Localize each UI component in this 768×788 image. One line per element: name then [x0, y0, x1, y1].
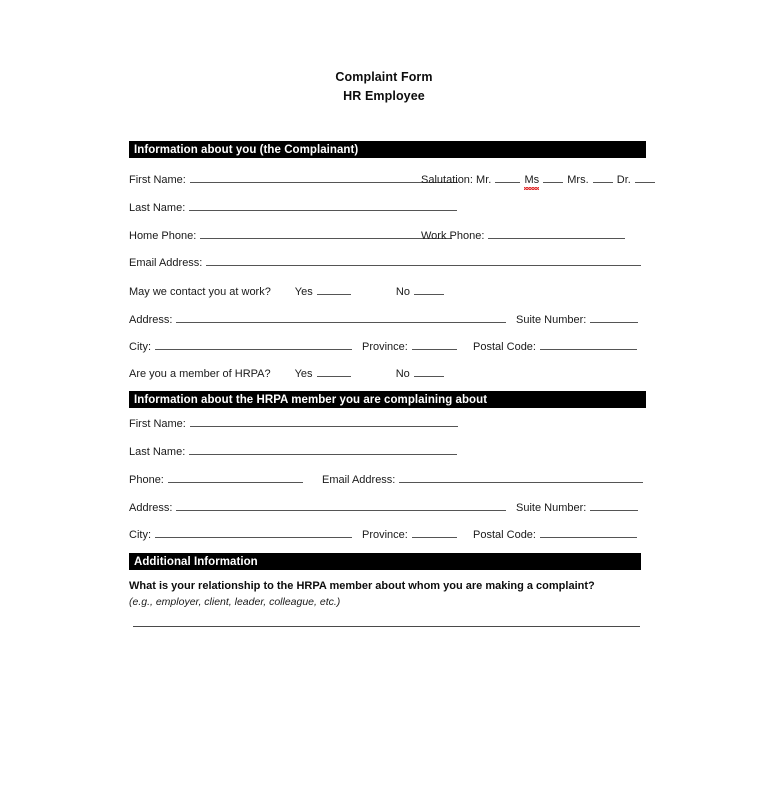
field-row-member-phone: [129, 473, 304, 488]
field-row-postal-code: [473, 340, 638, 355]
salutation-ms-rule[interactable]: [543, 173, 563, 183]
section-header-complainant: [129, 141, 646, 158]
title-line-primary: Complaint Form: [335, 70, 433, 84]
member-province-input-rule[interactable]: [412, 528, 457, 538]
first-name-label: First Name:: [129, 174, 186, 186]
last-name-label: Last Name:: [129, 202, 186, 214]
member-postal-code-label: Postal Code:: [473, 529, 536, 541]
member-first-name-label: First Name:: [129, 418, 186, 430]
section-header-hrpa-member-label: Information about the HRPA member you are complaining about: [134, 393, 488, 406]
salutation-mrs-rule[interactable]: [593, 173, 613, 183]
field-row-address: [129, 313, 507, 328]
postal-code-label: Postal Code:: [473, 341, 536, 353]
province-input-rule[interactable]: [412, 340, 457, 350]
member-province-label: Province:: [362, 529, 408, 541]
field-row-contact-at-work: [129, 285, 445, 300]
email-address-label: Email Address:: [129, 257, 203, 269]
salutation-group: [421, 173, 656, 188]
member-city-label: City:: [129, 529, 151, 541]
salutation-option-dr: Dr.: [616, 174, 631, 186]
first-name-input-rule[interactable]: [190, 173, 458, 183]
relationship-question: What is your relationship to the HRPA member about whom you are making a complaint?: [129, 580, 595, 592]
email-address-input-rule[interactable]: [206, 256, 641, 266]
city-input-rule[interactable]: [155, 340, 352, 350]
work-phone-input-rule[interactable]: [488, 229, 625, 239]
hrpa-member-label: Are you a member of HRPA?: [129, 368, 271, 380]
relationship-answer-rule[interactable]: [133, 626, 640, 627]
field-row-suite-number: [516, 313, 639, 328]
member-last-name-input-rule[interactable]: [189, 445, 457, 455]
member-first-name-input-rule[interactable]: [190, 417, 458, 427]
field-row-province: [362, 340, 458, 355]
field-row-member-suite-number: [516, 501, 639, 516]
title-line-secondary: HR Employee: [343, 89, 425, 103]
field-row-work-phone: [421, 229, 626, 244]
member-suite-number-input-rule[interactable]: [590, 501, 638, 511]
field-row-home-phone: [129, 229, 453, 244]
postal-code-input-rule[interactable]: [540, 340, 637, 350]
salutation-option-mr: Mr.: [476, 174, 492, 186]
salutation-option-ms: Ms: [524, 174, 540, 186]
salutation-label: Salutation:: [421, 174, 473, 186]
field-row-member-city: [129, 528, 353, 543]
field-row-last-name: [129, 201, 458, 216]
home-phone-label: Home Phone:: [129, 230, 197, 242]
field-row-member-email: [322, 473, 644, 488]
member-address-label: Address:: [129, 502, 173, 514]
contact-at-work-label: May we contact you at work?: [129, 286, 271, 298]
field-row-member-last-name: [129, 445, 458, 460]
hrpa-member-no-rule[interactable]: [414, 367, 444, 377]
section-header-additional-information-label: Additional Information: [134, 555, 258, 568]
contact-at-work-yes-rule[interactable]: [317, 285, 351, 295]
document-title: [0, 68, 768, 106]
field-row-member-province: [362, 528, 458, 543]
field-row-email-address: [129, 256, 642, 271]
field-row-city: [129, 340, 353, 355]
salutation-mr-rule[interactable]: [495, 173, 520, 183]
member-suite-number-label: Suite Number:: [516, 502, 587, 514]
address-label: Address:: [129, 314, 173, 326]
hrpa-member-yes-label: Yes: [294, 368, 313, 380]
hrpa-member-yes-rule[interactable]: [317, 367, 351, 377]
member-postal-code-input-rule[interactable]: [540, 528, 637, 538]
address-input-rule[interactable]: [176, 313, 506, 323]
member-email-input-rule[interactable]: [399, 473, 643, 483]
province-label: Province:: [362, 341, 408, 353]
section-header-additional-information: [129, 553, 641, 570]
hrpa-member-no-label: No: [395, 368, 410, 380]
member-last-name-label: Last Name:: [129, 446, 186, 458]
home-phone-input-rule[interactable]: [200, 229, 452, 239]
salutation-dr-rule[interactable]: [635, 173, 655, 183]
city-label: City:: [129, 341, 151, 353]
contact-at-work-no-label: No: [395, 286, 410, 298]
field-row-first-name: [129, 173, 459, 188]
field-row-member-postal-code: [473, 528, 638, 543]
member-address-input-rule[interactable]: [176, 501, 506, 511]
member-email-label: Email Address:: [322, 474, 396, 486]
suite-number-input-rule[interactable]: [590, 313, 638, 323]
member-phone-label: Phone:: [129, 474, 164, 486]
field-row-member-address: [129, 501, 507, 516]
contact-at-work-no-rule[interactable]: [414, 285, 444, 295]
suite-number-label: Suite Number:: [516, 314, 587, 326]
last-name-input-rule[interactable]: [189, 201, 457, 211]
member-phone-input-rule[interactable]: [168, 473, 303, 483]
contact-at-work-yes-label: Yes: [294, 286, 313, 298]
relationship-question-example: (e.g., employer, client, leader, colleague, etc.): [129, 596, 341, 608]
field-row-member-first-name: [129, 417, 459, 432]
field-row-hrpa-member: [129, 367, 445, 382]
work-phone-label: Work Phone:: [421, 230, 485, 242]
section-header-complainant-label: Information about you (the Complainant): [134, 143, 359, 156]
section-header-hrpa-member: [129, 391, 646, 408]
member-city-input-rule[interactable]: [155, 528, 352, 538]
salutation-option-mrs: Mrs.: [567, 174, 589, 186]
